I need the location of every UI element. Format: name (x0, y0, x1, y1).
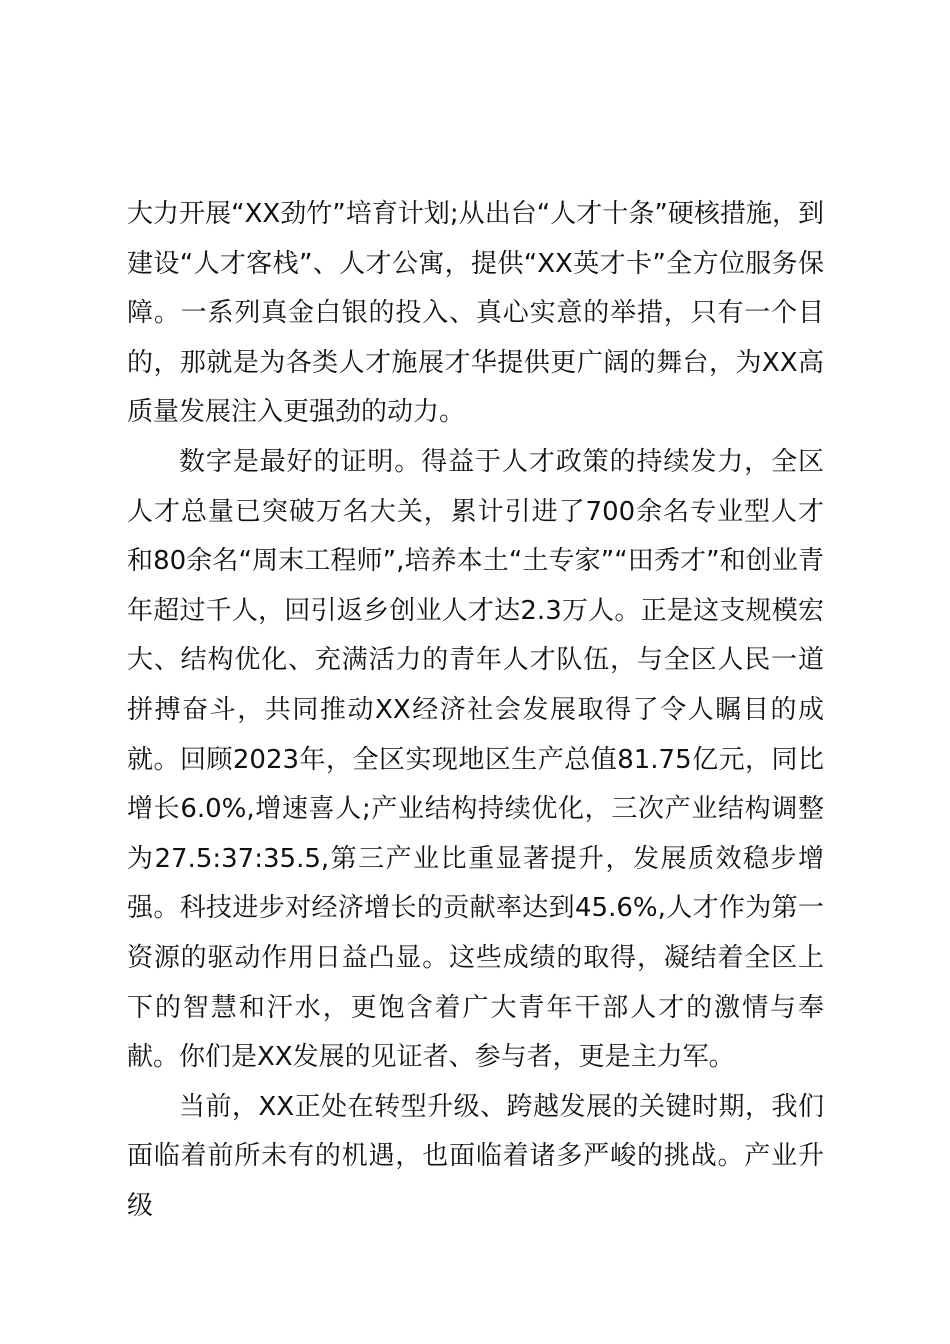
document-body (127, 190, 824, 1231)
paragraph-statistics: 数字是最好的证明。得益于人才政策的持续发力，全区人才总量已突破万名大关，累计引进了700余名专业型人才和80余名“周末工程师”,培养本土“土专家”“田秀才”和创业青年超过千人，回引返乡创业人才达2.3万人。正是这支规模宏大、结构优化、充满活力的青年人才队伍，与全区人民一道拼搏奋斗，共同推动XX经济社会发展取得了令人瞩目的成就。回顾2023年，全区实现地区生产总值81.75亿元，同比增长6.0%,增速喜人;产业结构持续优化，三次产业结构调整为27.5:37:35.5,第三产业比重显著提升，发展质效稳步增强。科技进步对经济增长的贡献率达到45.6%,人才作为第一资源的驱动作用日益凸显。这些成绩的取得，凝结着全区上下的智慧和汗水，更饱含着广大青年干部人才的激情与奉献。你们是XX发展的见证者、参与者，更是主力军。 (127, 446, 824, 1073)
paragraph-talent-measures: 大力开展“XX劲竹”培育计划;从出台“人才十条”硬核措施，到建设“人才客栈”、人才公寓，提供“XX英才卡”全方位服务保障。一系列真金白银的投入、真心实意的举措，只有一个目的，那就是为各类人才施展才华提供更广阔的舞台，为XX高质量发展注入更强劲的动力。 (127, 199, 824, 428)
paragraph-current-period: 当前，XX正处在转型升级、跨越发展的关键时期，我们面临着前所未有的机遇，也面临着诸多严峻的挑战。产业升级 (127, 1091, 824, 1221)
